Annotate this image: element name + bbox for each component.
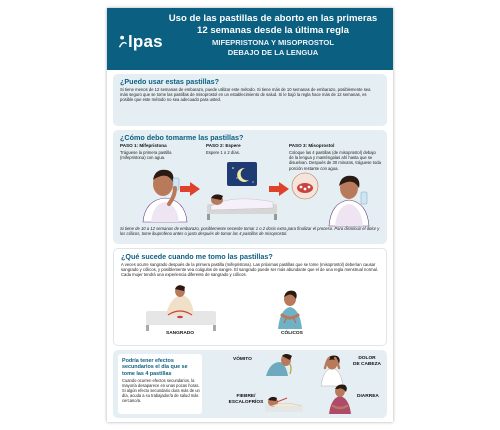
- step1-text: Tráguese la primera pastilla (mifepristona) con agua.: [120, 150, 172, 161]
- step2-text: Espere 1 o 2 días.: [206, 150, 240, 155]
- woman-headache-icon: [317, 354, 347, 386]
- step1-title: PASO 1: Mifepristona: [120, 143, 167, 148]
- section-side-effects: [113, 350, 387, 418]
- page-title-line: 12 semanas desde la última regla: [197, 24, 349, 36]
- arrow-right-icon: [180, 182, 200, 196]
- page-subtitle-line: DEBAJO DE LA LENGUA: [227, 47, 319, 57]
- section-title: ¿Puedo usar estas pastillas?: [120, 77, 220, 86]
- woman-bleeding-icon: [146, 285, 216, 331]
- section-text: A veces ocurre sangrado después de la primera pastilla (mifepristona). Las próximas pastillas que se tome (misoprostol) deberían causar sangrado y cólicos, y posiblemente vea coágulos de sangre. El sangrado puede ser más abundante que el de una regla menstrual normal. Cada mujer tendrá una experiencia diferente de sangrado y cólicos.: [121, 262, 378, 278]
- section-how-to-take: [113, 130, 387, 244]
- woman-diarrhea-icon: [325, 384, 355, 414]
- woman-vomiting-icon: [266, 352, 296, 376]
- poster-header: [107, 8, 393, 70]
- woman-cramps-icon: [272, 289, 308, 329]
- page-title: [167, 13, 379, 36]
- step3-title: PASO 3: Misoprostol: [289, 143, 335, 148]
- step3-text: Coloque las 4 pastillas (de misoprostol) debajo de la lengua y manténgalas ahí hasta que se disuelvan. Después de 30 minutos, tráguese toda porción restante con agua.: [289, 150, 381, 171]
- label-fever-line: ESCALOFRÍOS: [228, 399, 264, 405]
- poster: [107, 8, 393, 422]
- section-what-happens: [113, 248, 387, 346]
- section-title: ¿Cómo debo tomarme las pastillas?: [120, 133, 244, 142]
- side-effects-info-box: [118, 354, 202, 414]
- caption-bleeding: SANGRADO: [166, 331, 194, 336]
- page-title-line: Uso de las pastillas de aborto en las primeras: [168, 13, 378, 24]
- woman-fever-icon: [265, 392, 303, 414]
- caption-cramps: CÓLICOS: [281, 331, 303, 336]
- pills-under-tongue-icon: [291, 170, 385, 226]
- label-headache: [351, 356, 383, 368]
- label-diarrhea: DIARREA: [357, 394, 379, 399]
- step2-title: PASO 2: Espere: [206, 143, 241, 148]
- label-fever: [227, 394, 265, 406]
- label-vomit: VÓMITO: [233, 357, 252, 362]
- section-text: Si tiene menos de 12 semanas de embarazo, puede utilizar este método. Si tiene más de 10 semanas de embarazo, posiblemente sea más seguro que se tome las pastillas de misoprostol en un establecimiento de salud. Si le bajó la regla hace más de 12 semanas, es posible que este método no sea adecuado para usted.: [120, 87, 371, 103]
- arrow-right-icon: [269, 182, 289, 196]
- dosage-note: Si tiene de 10 a 12 semanas de embarazo, posiblemente necesite tomar 1 o 2 dosis extra para finalizar el proceso. Para disminuir el dolor y los cólicos, tome ibuprofeno antes o justo después de tomar las 4 pastillas de misoprostol.: [120, 226, 380, 237]
- section-title: Podría tener efectos secundarios el día que se tome las 4 pastillas: [122, 358, 188, 377]
- section-can-i-use: [113, 74, 387, 126]
- page-subtitle-line: MIFEPRISTONA Y MISOPROSTOL: [212, 38, 334, 47]
- label-fever-line: FIEBRE/: [236, 394, 256, 399]
- label-headache-line: DOLOR: [358, 356, 376, 361]
- page-subtitle: [167, 38, 379, 57]
- section-text: Cuando ocurren efectos secundarios, la mayoría desaparece en unas pocas horas. Si algún efecto secundario dura más de un día, acuda a su trabajador/a de salud más cercano/a.: [122, 378, 200, 403]
- logo-text: lpas: [128, 32, 163, 51]
- ipas-logo: [117, 32, 163, 54]
- section-title: ¿Qué sucede cuando me tomo las pastillas?: [121, 252, 273, 261]
- label-headache-line: DE CABEZA: [353, 361, 381, 367]
